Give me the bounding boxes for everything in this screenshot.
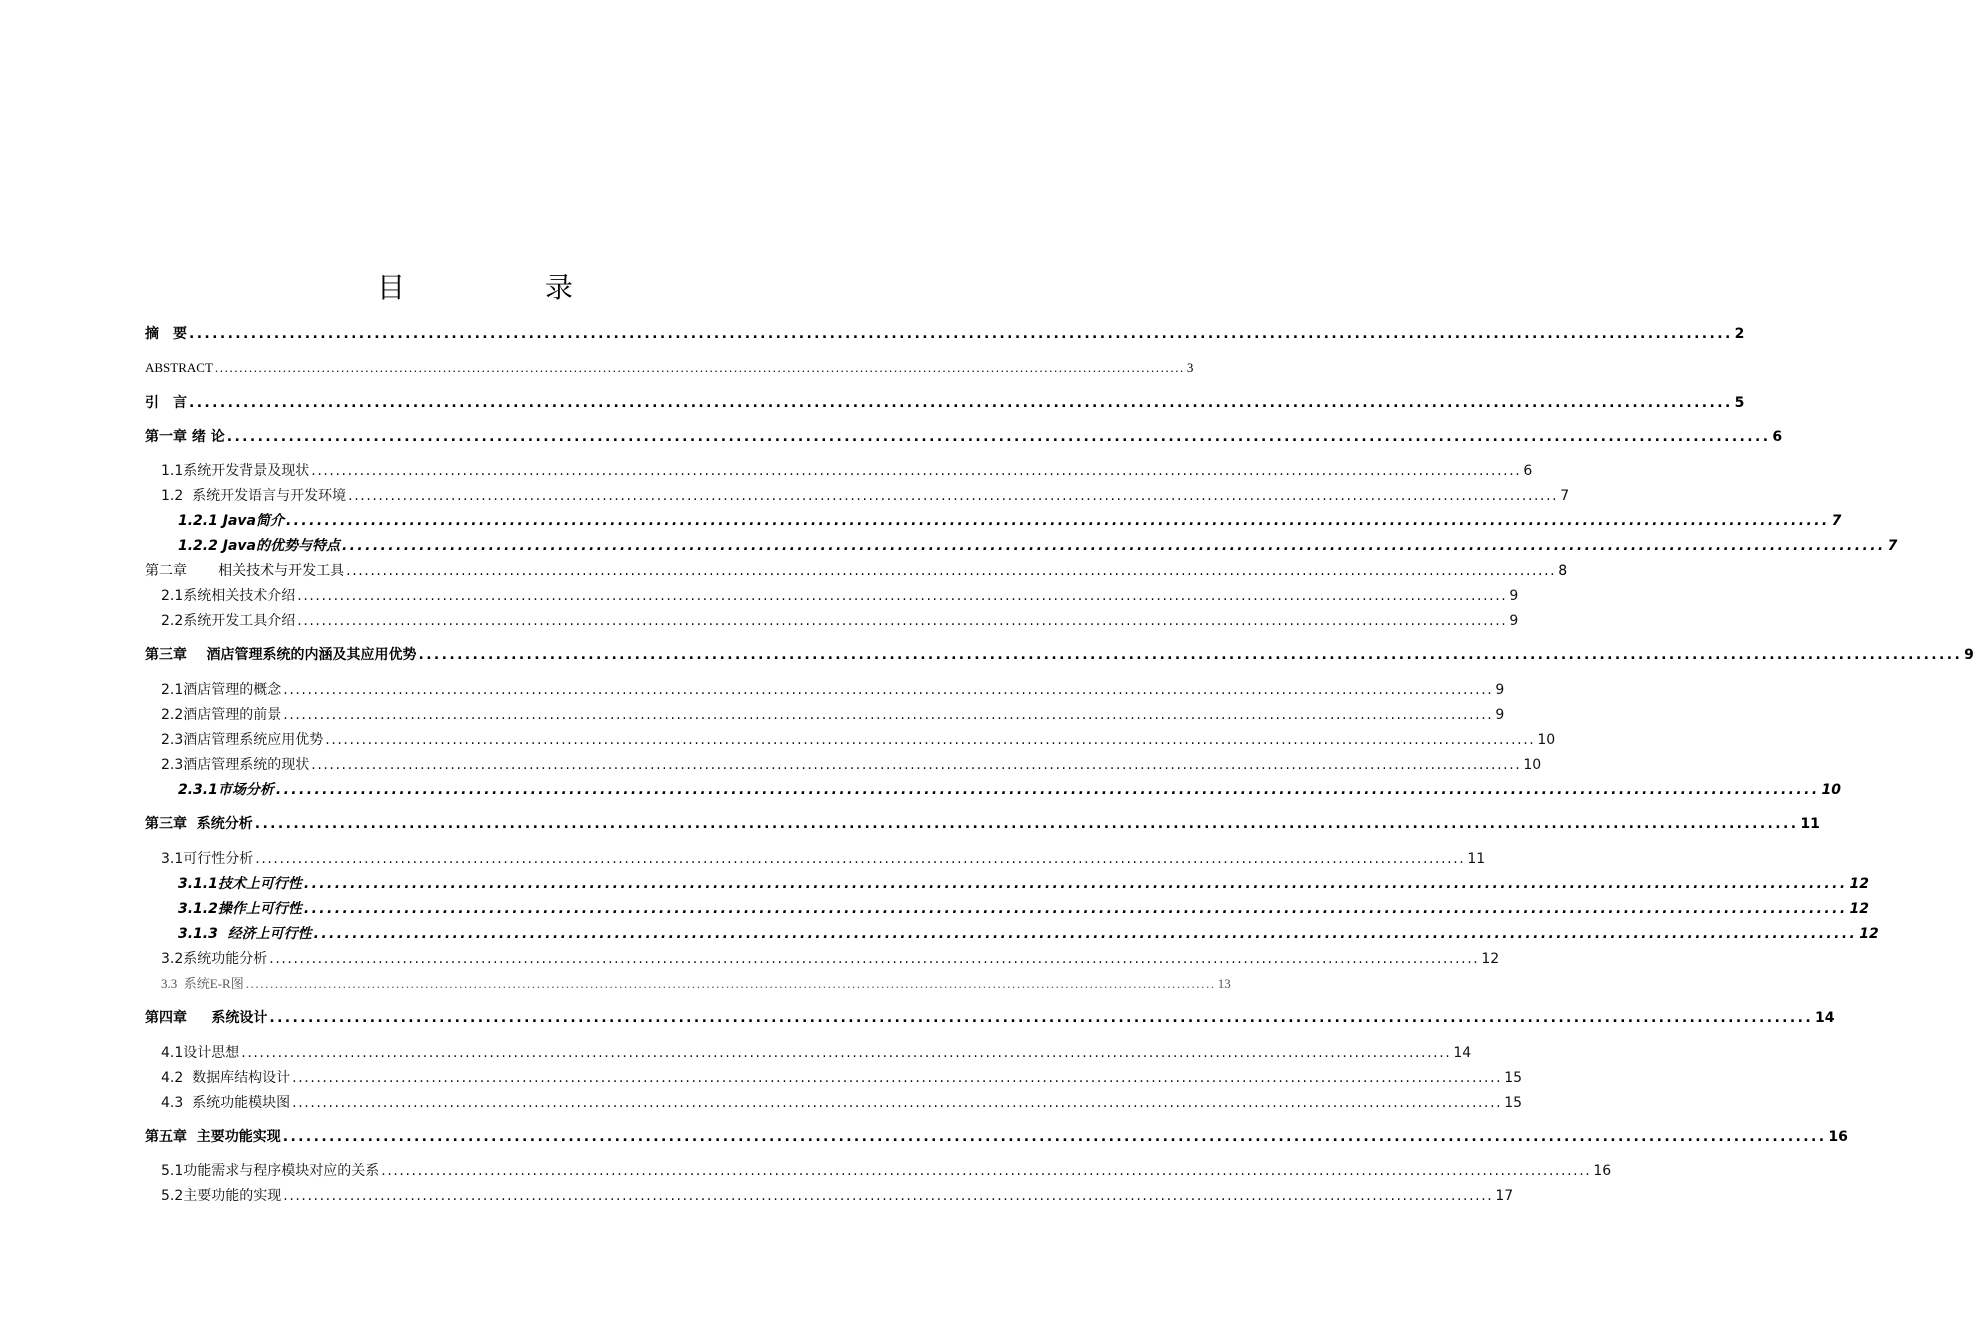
toc-entry-page: 13 [1217,976,1231,991]
toc-entry-page: 11 [1467,851,1486,867]
toc-entry-label: 1.2.1 Java简介 [178,513,284,529]
toc-entry-page: 8 [1558,563,1568,579]
toc-entry[interactable] [145,391,1745,411]
toc-entry[interactable] [161,1091,1523,1111]
toc-entry[interactable] [145,1006,1835,1026]
toc-entry-page: 2 [1734,326,1745,342]
dot-leader: ........................................................................................................................................................................................................ [269,951,1480,967]
toc-entry-label: 3.3 系统E-R图 [161,976,244,991]
toc-entry-page: 9 [1495,707,1505,723]
dot-leader: ........................................................................................................................................................................................................ [325,732,1536,748]
toc-entry-page: 7 [1887,538,1898,554]
dot-leader: ........................................................................................................................................................................................................ [283,682,1494,698]
toc-entry-page: 14 [1815,1010,1835,1026]
toc-entry-page: 15 [1504,1095,1523,1111]
toc-entry-label: 2.3.1市场分析 [178,782,274,798]
toc-entry-label: 第五章 主要功能实现 [145,1129,281,1145]
toc-entry[interactable] [161,678,1505,698]
toc-entry-label: 2.3酒店管理系统的现状 [161,757,310,773]
dot-leader: ........................................................................................................................................................................................................ [313,926,1858,942]
toc-entry[interactable] [178,922,1879,942]
toc-entry[interactable] [161,947,1500,967]
toc-entry[interactable] [145,1125,1848,1145]
toc-entry[interactable] [145,559,1568,579]
toc-entry-label: 1.2.2 Java的优势与特点 [178,538,340,554]
dot-leader: ........................................................................................................................................................................................................ [226,429,1771,445]
toc-entry-label: 2.2系统开发工具介绍 [161,613,296,629]
toc-entry[interactable] [161,847,1486,867]
toc-entry-label: ABSTRACT [145,360,213,375]
toc-entry-label: 3.2系统功能分析 [161,951,268,967]
toc-entry-page: 6 [1523,463,1533,479]
toc-entry-page: 9 [1964,647,1974,663]
toc-entry[interactable] [161,484,1570,504]
dot-leader: ........................................................................................................................................................................................................ [254,816,1799,832]
toc-entry[interactable] [161,703,1505,723]
dot-leader: ........................................................................................................................................................................................................ [283,1188,1494,1204]
dot-leader: ........................................................................................................................................................................................................ [348,488,1559,504]
toc-entry[interactable] [145,812,1820,832]
toc-entry-page: 12 [1481,951,1500,967]
toc-entry-label: 1.1系统开发背景及现状 [161,463,310,479]
toc-title: 目 录 [376,271,629,304]
toc-entry-label: 第一章 绪 论 [145,429,225,445]
toc-entry-label: 3.1.2操作上可行性 [178,901,302,917]
toc-entry-label: 第二章 相关技术与开发工具 [145,563,345,579]
toc-entry-label: 2.1系统相关技术介绍 [161,588,296,604]
toc-entry-page: 9 [1495,682,1505,698]
toc-entry[interactable] [145,356,1194,376]
toc-entry-label: 4.3 系统功能模块图 [161,1095,291,1111]
toc-entry[interactable] [161,972,1231,992]
toc-entry[interactable] [145,643,1974,663]
toc-entry-page: 12 [1859,926,1879,942]
toc-entry-label: 第三章 系统分析 [145,816,253,832]
toc-entry-page: 9 [1509,613,1519,629]
toc-entry-label: 2.1酒店管理的概念 [161,682,282,698]
toc-entry-page: 6 [1772,429,1783,445]
toc-entry-label: 2.3酒店管理系统应用优势 [161,732,324,748]
toc-entry-page: 7 [1831,513,1842,529]
toc-entry-label: 3.1.1技术上可行性 [178,876,302,892]
toc-entry-label: 4.1设计思想 [161,1045,240,1061]
toc-entry-label: 引 言 [145,395,187,411]
dot-leader: ........................................................................................................................................................................................................ [297,588,1508,604]
toc-entry-label: 第三章 酒店管理系统的内涵及其应用优势 [145,647,417,663]
toc-entry-page: 11 [1800,816,1820,832]
dot-leader: ........................................................................................................................................................................................................ [346,563,1557,579]
toc-entry-page: 12 [1849,901,1870,917]
toc-entry-page: 15 [1504,1070,1523,1086]
toc-entry[interactable] [145,322,1745,342]
toc-entry-page: 16 [1828,1129,1848,1145]
toc-entry[interactable] [178,872,1870,892]
toc-entry-label: 第四章 系统设计 [145,1010,268,1026]
toc-entry[interactable] [161,1159,1612,1179]
dot-leader: ........................................................................................................................................................................................................ [303,901,1848,917]
toc-entry[interactable] [161,609,1519,629]
toc-entry[interactable] [161,728,1556,748]
toc-entry-label: 1.2 系统开发语言与开发环境 [161,488,347,504]
toc-entry-label: 摘 要 [145,326,187,342]
toc-entry-label: 2.2酒店管理的前景 [161,707,282,723]
dot-leader: ........................................................................................................................................................................................................ [292,1095,1503,1111]
toc-entry[interactable] [161,753,1542,773]
dot-leader: ........................................................................................................................................................................................................ [245,976,1216,991]
toc-entry[interactable] [161,584,1519,604]
toc-entry-page: 7 [1560,488,1570,504]
dot-leader: ........................................................................................................................................................................................................ [214,360,1185,375]
dot-leader: ........................................................................................................................................................................................................ [297,613,1508,629]
toc-entry-page: 12 [1849,876,1870,892]
toc-entry-page: 16 [1593,1163,1612,1179]
dot-leader: ........................................................................................................................................................................................................ [275,782,1820,798]
dot-leader: ........................................................................................................................................................................................................ [269,1010,1814,1026]
dot-leader: ........................................................................................................................................................................................................ [283,707,1494,723]
toc-entry-page: 10 [1821,782,1842,798]
dot-leader: ........................................................................................................................................................................................................ [311,463,1522,479]
toc-entry-label: 5.1功能需求与程序模块对应的关系 [161,1163,380,1179]
toc-entry-page: 5 [1734,395,1745,411]
dot-leader: ........................................................................................................................................................................................................ [311,757,1522,773]
dot-leader: ........................................................................................................................................................................................................ [303,876,1848,892]
toc-entry[interactable] [161,1184,1514,1204]
toc-entry-page: 10 [1523,757,1542,773]
toc-entry-label: 5.2主要功能的实现 [161,1188,282,1204]
dot-leader: ........................................................................................................................................................................................................ [189,395,1733,411]
toc-entry[interactable] [178,509,1842,529]
dot-leader: ........................................................................................................................................................................................................ [282,1129,1827,1145]
toc-entry[interactable] [178,778,1842,798]
dot-leader: ........................................................................................................................................................................................................ [255,851,1466,867]
dot-leader: ........................................................................................................................................................................................................ [292,1070,1503,1086]
toc-entry-page: 17 [1495,1188,1514,1204]
toc-entry[interactable] [178,534,1898,554]
dot-leader: ........................................................................................................................................................................................................ [418,647,1963,663]
toc-entry-label: 3.1可行性分析 [161,851,254,867]
toc-entry-label: 4.2 数据库结构设计 [161,1070,291,1086]
toc-entry-page: 14 [1453,1045,1472,1061]
dot-leader: ........................................................................................................................................................................................................ [285,513,1830,529]
toc-entry-page: 10 [1537,732,1556,748]
dot-leader: ........................................................................................................................................................................................................ [341,538,1886,554]
dot-leader: ........................................................................................................................................................................................................ [241,1045,1452,1061]
dot-leader: ........................................................................................................................................................................................................ [189,326,1733,342]
toc-entry[interactable] [178,897,1870,917]
toc-entry[interactable] [145,425,1783,445]
toc-entry[interactable] [161,1066,1523,1086]
dot-leader: ........................................................................................................................................................................................................ [381,1163,1592,1179]
toc-entry-label: 3.1.3 经济上可行性 [178,926,312,942]
toc-entry-page: 9 [1509,588,1519,604]
toc-entry[interactable] [161,1041,1472,1061]
toc-entry-page: 3 [1186,360,1194,375]
toc-entry[interactable] [161,459,1533,479]
